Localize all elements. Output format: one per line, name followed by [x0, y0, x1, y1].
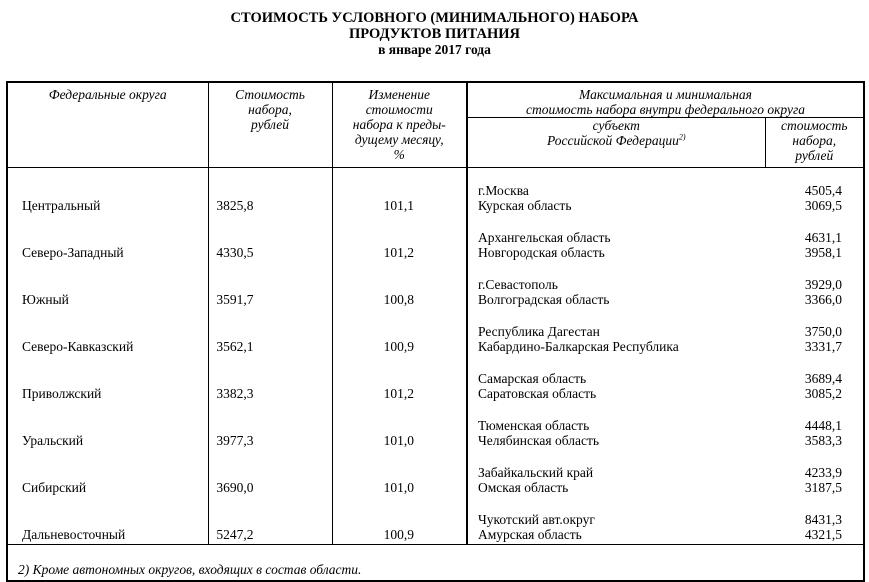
max-subject: г.Москва	[478, 183, 529, 198]
district-name: Сибирский	[22, 480, 87, 495]
district-name: Южный	[22, 292, 69, 307]
district-name: Дальневосточный	[22, 527, 126, 542]
header-maxmin-line-2: стоимость набора внутри федерального округа	[526, 102, 805, 117]
header-subject-cost	[765, 118, 864, 168]
max-subject: Самарская область	[478, 371, 587, 386]
district-name: Центральный	[22, 198, 101, 213]
table-row	[7, 403, 864, 450]
header-change-line-1: Изменение	[368, 87, 430, 102]
min-value: 3085,2	[804, 386, 842, 401]
min-value: 3583,3	[804, 433, 842, 448]
subject-cell	[467, 168, 765, 216]
min-subject: Саратовская область	[478, 386, 597, 401]
max-subject: Республика Дагестан	[478, 324, 600, 339]
footnote-marker: 2)	[678, 132, 686, 142]
min-subject: Амурская область	[478, 527, 582, 542]
header-subject	[467, 118, 765, 168]
subject-value-cell	[765, 309, 864, 356]
min-subject: Волгоградская область	[478, 292, 610, 307]
food-basket-table	[6, 81, 865, 582]
subject-value-cell	[765, 168, 864, 216]
subject-cell	[467, 215, 765, 262]
min-subject: Кабардино-Балкарская Республика	[478, 339, 679, 354]
title-line-2: ПРОДУКТОВ ПИТАНИЯ	[349, 26, 520, 42]
max-subject: г.Севастополь	[478, 277, 558, 292]
table-row	[7, 262, 864, 309]
district-name: Уральский	[22, 433, 84, 448]
subject-cell	[467, 262, 765, 309]
district-change: 101,2	[332, 356, 467, 403]
min-value: 3069,5	[804, 198, 842, 213]
min-value: 3366,0	[804, 292, 842, 307]
min-value: 3958,1	[804, 245, 842, 260]
header-cost	[208, 82, 332, 168]
subject-value-cell	[765, 262, 864, 309]
subject-cell	[467, 497, 765, 545]
table-row	[7, 497, 864, 545]
title-line-1: СТОИМОСТЬ УСЛОВНОГО (МИНИМАЛЬНОГО) НАБОРА	[230, 10, 639, 26]
header-subject-line-1: субъект	[592, 118, 640, 133]
district-name: Северо-Кавказский	[22, 339, 134, 354]
max-value: 3929,0	[804, 277, 842, 292]
min-subject: Омская область	[478, 480, 569, 495]
max-subject: Тюменская область	[478, 418, 590, 433]
header-cost-line-3: рублей	[251, 117, 289, 132]
max-value: 4448,1	[804, 418, 842, 433]
district-cost: 5247,2	[208, 497, 332, 545]
district-change: 101,0	[332, 450, 467, 497]
subject-value-cell	[765, 450, 864, 497]
header-subject-cost-line-3: рублей	[795, 148, 834, 163]
max-value: 4631,1	[804, 230, 842, 245]
max-value: 4505,4	[804, 183, 842, 198]
subject-cell	[467, 450, 765, 497]
district-name: Приволжский	[22, 386, 102, 401]
header-districts-label: Федеральные округа	[48, 87, 167, 102]
max-value: 4233,9	[804, 465, 842, 480]
min-value: 4321,5	[804, 527, 842, 542]
min-subject: Курская область	[478, 198, 572, 213]
district-change: 100,9	[332, 497, 467, 545]
header-maxmin	[467, 82, 864, 118]
district-change: 100,8	[332, 262, 467, 309]
subject-value-cell	[765, 215, 864, 262]
table-title	[0, 10, 869, 58]
min-value: 3331,7	[804, 339, 842, 354]
min-subject: Челябинская область	[478, 433, 600, 448]
table-row	[7, 168, 864, 216]
title-line-3: в январе 2017 года	[378, 42, 491, 57]
max-value: 3750,0	[804, 324, 842, 339]
header-change-line-5: %	[393, 147, 405, 162]
subject-value-cell	[765, 497, 864, 545]
table-row	[7, 309, 864, 356]
district-cost: 3690,0	[208, 450, 332, 497]
district-change: 101,1	[332, 168, 467, 216]
header-change-line-3: набора к преды-	[352, 117, 446, 132]
min-value: 3187,5	[804, 480, 842, 495]
min-subject: Новгородская область	[478, 245, 605, 260]
district-change: 101,2	[332, 215, 467, 262]
district-change: 101,0	[332, 403, 467, 450]
header-change-line-4: дущему месяцу,	[354, 132, 444, 147]
header-row-1	[7, 82, 864, 118]
footnote-row	[7, 545, 864, 582]
subject-cell	[467, 309, 765, 356]
subject-value-cell	[765, 403, 864, 450]
max-subject: Забайкальский край	[478, 465, 594, 480]
header-change-line-2: стоимости	[365, 102, 433, 117]
max-subject: Архангельская область	[478, 230, 611, 245]
header-subject-line-2	[468, 133, 765, 148]
district-cost: 3825,8	[208, 168, 332, 216]
subject-cell	[467, 403, 765, 450]
district-cost: 3382,3	[208, 356, 332, 403]
district-cost: 3977,3	[208, 403, 332, 450]
table-row	[7, 450, 864, 497]
subject-value-cell	[765, 356, 864, 403]
district-name: Северо-Западный	[22, 245, 124, 260]
max-subject: Чукотский авт.округ	[478, 512, 595, 527]
header-subject-cost-line-2: набора,	[792, 133, 837, 148]
max-value: 3689,4	[804, 371, 842, 386]
district-cost: 3562,1	[208, 309, 332, 356]
header-cost-line-1: Стоимость	[235, 87, 305, 102]
footnote: 2) Кроме автономных округов, входящих в состав области.	[7, 545, 864, 582]
header-change	[332, 82, 467, 168]
district-cost: 3591,7	[208, 262, 332, 309]
header-subject-cost-line-1: стоимость	[781, 118, 848, 133]
district-cost: 4330,5	[208, 215, 332, 262]
header-cost-line-2: набора,	[248, 102, 292, 117]
max-value: 8431,3	[804, 512, 842, 527]
header-maxmin-line-1: Максимальная и минимальная	[579, 87, 752, 102]
header-districts	[7, 82, 208, 168]
subject-cell	[467, 356, 765, 403]
header-subject-text: Российской Федерации	[546, 133, 679, 148]
table-row	[7, 215, 864, 262]
table-row	[7, 356, 864, 403]
district-change: 100,9	[332, 309, 467, 356]
